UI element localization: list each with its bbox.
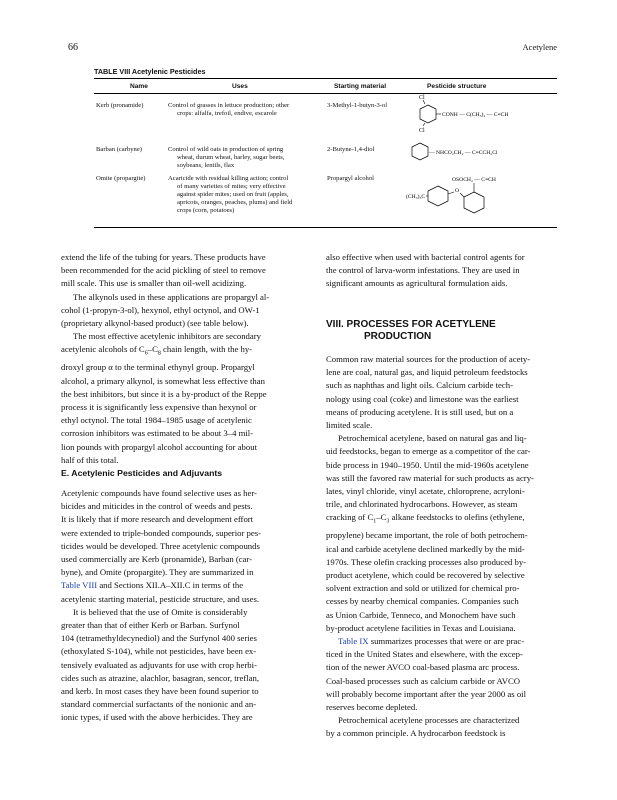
left-para-4: Acetylenic compounds have found selective uses as her- bicides and miticides in the control of weeds and pests. It is likely that if more research and development effort were extended to triple-bonded compounds, superior pes- ticides would be developed. Three acetylenic compounds used commercially are Kerb (pronamide), Barban (car- byne), and Omite (propargite). They are summarized in Table VIII and Sections XII.A–XII.C in terms of the acetylenic starting material, pesticide structure, and uses. bbox=[61, 488, 261, 604]
table-row-1-starting: 3-Methyl-1-butyn-3-ol bbox=[327, 102, 388, 109]
table-viii-link[interactable]: Table VIII bbox=[61, 580, 98, 591]
svg-text:Cl: Cl bbox=[419, 95, 425, 101]
right-column-lower bbox=[326, 353, 559, 741]
right-para-2: Common raw material sources for the production of acety- lene are coal, natural gas, and liquid petroleum feedstocks such as naphthas and light oils. Calcium carbide tech- nology using coal (coke) and limestone was the earliest means of producing acetylene. It is still used, but on a limited scale. bbox=[326, 354, 531, 431]
table-row-1-uses: Control of grasses in lettuce production; other crops: alfalfa, trefoil, endive, escarole bbox=[168, 102, 290, 118]
table-row-2-structure bbox=[408, 138, 558, 162]
svg-text:(CH₃)₃C: (CH₃)₃C bbox=[406, 194, 426, 200]
table-header-structure: Pesticide structure bbox=[427, 83, 487, 90]
svg-text:OSOCH₂ — C≡CH: OSOCH₂ — C≡CH bbox=[452, 177, 496, 183]
svg-text:CONH — C(CH₃)₂ — C≡CH: CONH — C(CH₃)₂ — C≡CH bbox=[442, 112, 509, 118]
table-bottom-rule bbox=[94, 227, 557, 228]
svg-text:O: O bbox=[455, 188, 460, 194]
table-row-1-name: Kerb (pronamide) bbox=[96, 102, 144, 109]
svg-text:Cl: Cl bbox=[419, 128, 425, 134]
left-column-lower bbox=[61, 487, 302, 725]
table-row-3-name: Omite (propargite) bbox=[96, 175, 146, 182]
table-header-starting: Starting material bbox=[334, 83, 387, 90]
table-header-uses: Uses bbox=[232, 83, 248, 90]
left-para-1: extend the life of the tubing for years. These products have been recommended for the acid pickling of steel to remove mill scale. This use is smaller than oil-well acidizing. bbox=[61, 252, 266, 289]
page-number: 66 bbox=[68, 42, 78, 53]
table-ix-link[interactable]: Table IX bbox=[338, 636, 369, 646]
right-para-1: also effective when used with bacterial control agents for the control of larva-worm infestations. They are used in significant amounts as agricultural formulation aids. bbox=[326, 252, 525, 289]
left-column bbox=[61, 251, 302, 467]
table-header-name: Name bbox=[130, 83, 148, 90]
table-row-3-starting: Propargyl alcohol bbox=[327, 175, 374, 182]
svg-text:— NHCO₂CH₂ — C≡CCH₂Cl: — NHCO₂CH₂ — C≡CCH₂Cl bbox=[429, 150, 498, 156]
table-row-1-structure bbox=[408, 92, 558, 134]
section-heading-e: E. Acetylenic Pesticides and Adjuvants bbox=[61, 468, 223, 478]
left-para-3: The most effective acetylenic inhibitors are secondary acetylenic alcohols of $C_6-C_8$ chain length, with the hy- droxyl group α to the terminal ethynyl group. Propargyl alcohol, a primary alkynol, is somewhat less effective than the best inhibitors, but since it is a by-product of the Reppe process it is significantly less expensive than hexynol or ethyl octynol. The total 1984–1985 usage of acetylenic corrosion inhibitors was estimated to be about 3–4 mil- lion pounds with propargyl alcohol accounting for about half of this total. bbox=[61, 331, 267, 465]
left-para-2: The alkynols used in these applications are propargyl al- cohol (1-propyn-3-ol), hexynol, ethyl octynol, and OW-1 (proprietary alkynol-based product) (see table below). bbox=[61, 291, 270, 329]
table-row-2-starting: 2-Butyne-1,4-diol bbox=[327, 146, 375, 153]
right-para-4: Table IX summarizes processes that were or are prac- ticed in the United States and elsewhere, with the excep- tion of the newer AVCO coal-based plasma arc process. Coal-based processes such as calcium carbide or AVCO will probably become important after the year 2000 as oil reserves become depleted. bbox=[326, 636, 526, 713]
table-row-2-name: Barban (carbyne) bbox=[96, 146, 142, 153]
right-para-3: Petrochemical acetylene, based on natural gas and liq- uid feedstocks, began to emerge as a competitor of the car- bide process in 1940–1950. Until the mid-1960s acetylene was still the favored raw material for such products as acry- lates, vinyl chloride, vinyl acetate, chloroprene, acryloni- trile, and chlorinated hydrocarbons. However, as steam cracking of $C_1-C_3$ alkane feedstocks to olefins (ethylene, propylene) became important, the role of both petrochem- ical and carbide acetylene declined markedly by the mid- 1970s. These olefin cracking processes also produced by- product acetylene, which could be recovered by selective solvent extraction and sold or utilized for chemical pro- cesses by nearby chemical companies. Companies such as Union Carbide, Tenneco, and Monochem have such by-product acetylene facilities in Texas and Louisiana. bbox=[326, 433, 534, 633]
table-caption: TABLE VIII Acetylenic Pesticides bbox=[94, 67, 206, 76]
table-row-3-structure bbox=[404, 170, 559, 230]
right-para-5: Petrochemical acetylene processes are characterized by a common principle. A hydrocarbon feedstock is bbox=[326, 715, 520, 739]
table-row-3-uses: Acaricide with residual killing action; control of many varieties of mites; very effective against spider mites; used on fruit (apples, apricots, oranges, peaches, plums) and field crops (corn, potatoes) bbox=[168, 175, 293, 215]
running-title: Acetylene bbox=[522, 42, 557, 52]
table-top-rule bbox=[94, 78, 557, 79]
section-heading-viii: VIII. PROCESSES FOR ACETYLENE PRODUCTION bbox=[326, 319, 496, 342]
left-para-5: It is believed that the use of Omite is considerably greater than that of either Kerb or Barban. Surfynol 104 (tetramethyldecynediol) and the Surfynol 400 series (ethoxylated S-104), while not pesticides, have been ex- tensively evaluated as adjuvants for use with crop herbi- cides such as atrazine, alachlor, basagran, sencor, treflan, and kerb. In most cases they have been found superior to standard commercial surfactants of the nonionic and an- ionic types, if used with the above herbicides. They are bbox=[61, 606, 260, 723]
table-row-2-uses: Control of wild oats in production of spring wheat, durum wheat, barley, sugar beets, soybeans, lentils, flax bbox=[168, 146, 285, 170]
